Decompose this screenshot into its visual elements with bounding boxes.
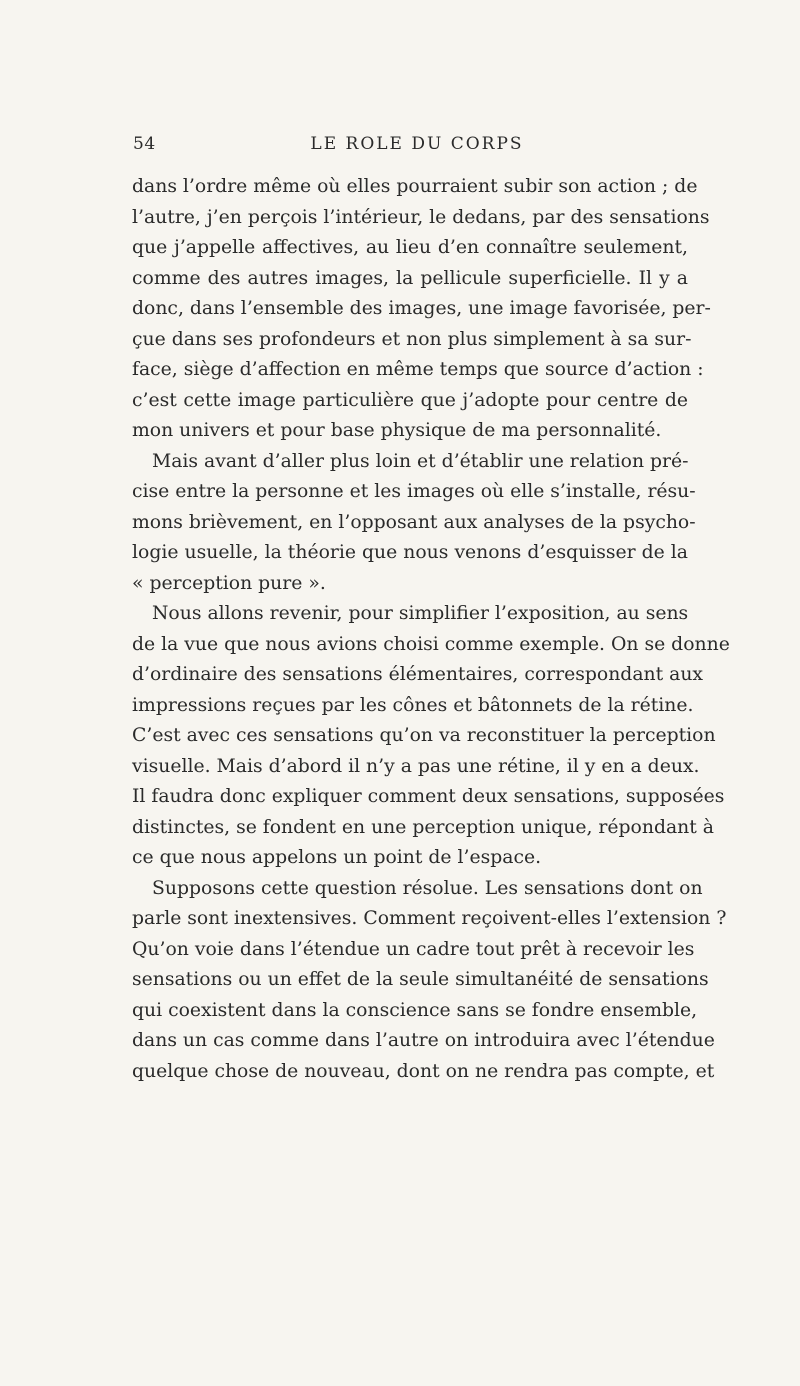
text-line: Qu’on voie dans l’étendue un cadre tout prêt à recevoir les: [132, 938, 695, 960]
text-line: C’est avec ces sensations qu’on va reconstituer la perception: [132, 725, 716, 746]
body-text: [132, 172, 730, 1087]
text-line: parle sont inextensives. Comment reçoivent-elles l’extension ?: [132, 908, 727, 929]
text-line: logie usuelle, la théorie que nous venons d’esquisser de la: [132, 542, 688, 563]
text-line: d’ordinaire des sensations élémentaires, correspondant aux: [132, 664, 704, 685]
text-line: de la vue que nous avions choisi comme exemple. On se donne: [132, 633, 730, 655]
text-line: mons brièvement, en l’opposant aux analyses de la psycho-: [132, 511, 696, 533]
page-header: [133, 134, 681, 164]
text-line: « perception pure ».: [132, 572, 326, 594]
text-line: Mais avant d’aller plus loin et d’établir une relation pré-: [152, 450, 689, 472]
text-line: cise entre la personne et les images où elle s’installe, résu-: [132, 481, 696, 502]
page-number: 54: [133, 134, 156, 154]
text-line: Il faudra donc expliquer comment deux sensations, supposées: [132, 786, 725, 807]
text-line: dans l’ordre même où elles pourraient subir son action ; de: [132, 176, 698, 197]
text-line: sensations ou un effet de la seule simultanéité de sensations: [132, 969, 709, 990]
text-line: dans un cas comme dans l’autre on introduira avec l’étendue: [132, 1030, 715, 1051]
text-line: comme des autres images, la pellicule superficielle. Il y a: [132, 267, 688, 289]
text-line: quelque chose de nouveau, dont on ne rendra pas compte, et: [132, 1060, 715, 1082]
running-title: LE ROLE DU CORPS: [310, 134, 524, 154]
text-line: visuelle. Mais d’abord il n’y a pas une rétine, il y en a deux.: [132, 755, 700, 777]
text-line: distinctes, se fondent en une perception unique, répondant à: [132, 816, 714, 838]
text-line: çue dans ses profondeurs et non plus simplement à sa sur-: [132, 328, 692, 350]
text-line: que j’appelle affectives, au lieu d’en connaître seulement,: [132, 237, 688, 258]
text-line: Supposons cette question résolue. Les sensations dont on: [152, 877, 703, 899]
text-line: impressions reçues par les cônes et bâtonnets de la rétine.: [132, 694, 694, 716]
text-line: donc, dans l’ensemble des images, une image favorisée, per-: [132, 298, 711, 319]
text-line: Nous allons revenir, pour simplifier l’exposition, au sens: [152, 603, 689, 624]
text-line: l’autre, j’en perçois l’intérieur, le dedans, par des sensations: [132, 206, 710, 228]
text-line: qui coexistent dans la conscience sans se fondre ensemble,: [132, 999, 698, 1021]
text-line: face, siège d’affection en même temps que source d’action :: [132, 359, 704, 380]
text-line: ce que nous appelons un point de l’espace.: [132, 847, 542, 868]
text-line: mon univers et pour base physique de ma personnalité.: [132, 420, 662, 441]
text-line: c’est cette image particulière que j’adopte pour centre de: [132, 389, 688, 411]
